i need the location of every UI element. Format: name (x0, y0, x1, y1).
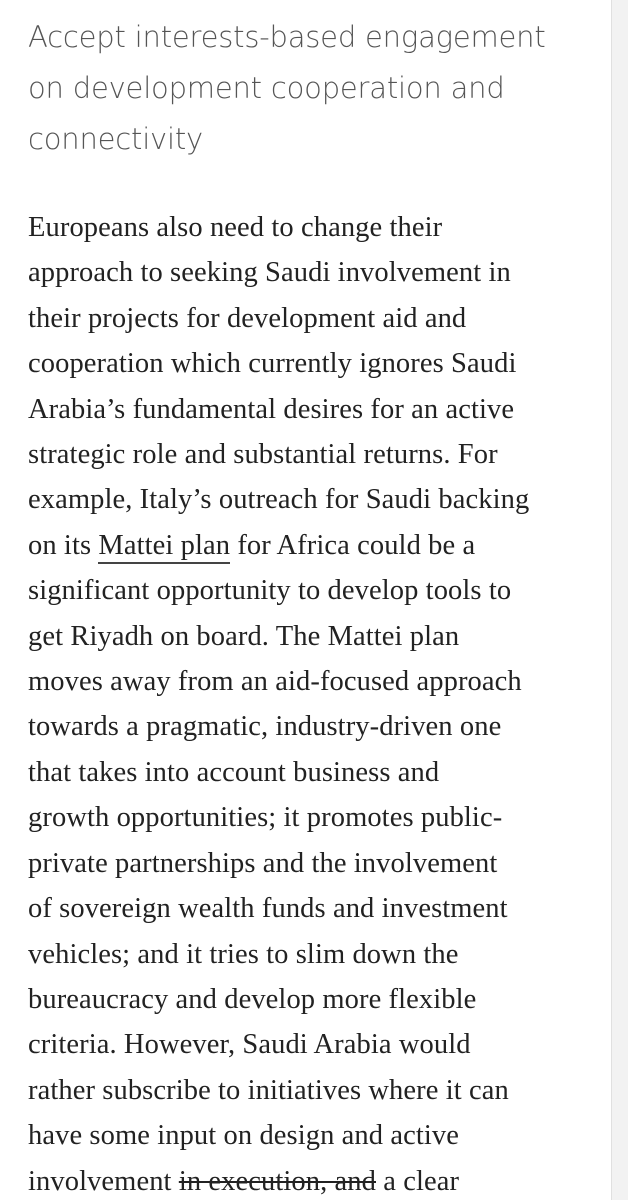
section-heading (28, 12, 608, 165)
text-line: cooperation which currently ignores Saudi (28, 348, 517, 380)
text-line: private partnerships and the involvement (28, 847, 498, 879)
text-line: criteria. However, Saudi Arabia would (28, 1029, 471, 1061)
text-line: vehicles; and it tries to slim down the (28, 938, 459, 970)
text-line: bureaucracy and develop more flexible (28, 983, 477, 1015)
text-line: example, Italy’s outreach for Saudi backing (28, 484, 530, 516)
article-body (28, 12, 608, 1204)
text-line: get Riyadh on board. The Mattei plan (28, 620, 460, 652)
text-line: Europeans also need to change their (28, 212, 443, 243)
heading-line: on development cooperation and (28, 71, 505, 105)
text-fragment: involvement (28, 1165, 179, 1197)
text-fragment: for Africa could be a (230, 529, 476, 561)
text-line: approach to seeking Saudi involvement in (28, 257, 511, 289)
text-fragment: on its (28, 529, 99, 561)
scrollbar-track[interactable] (611, 0, 628, 1200)
text-line (28, 1159, 608, 1204)
text-line: their projects for development aid and (28, 302, 467, 334)
text-line: significant opportunity to develop tools to (28, 575, 512, 607)
text-line: growth opportunities; it promotes public- (28, 802, 503, 834)
text-line: of sovereign wealth funds and investment (28, 893, 508, 925)
text-line: towards a pragmatic, industry-driven one (28, 711, 502, 743)
heading-line: connectivity (28, 122, 204, 156)
text-line: have some input on design and active (28, 1120, 459, 1152)
body-paragraph (28, 205, 608, 1204)
text-line: strategic role and substantial returns. For (28, 439, 498, 471)
text-line: that takes into account business and (28, 756, 440, 788)
execution-link[interactable]: in execution, and (178, 1165, 376, 1197)
heading-line: Accept interests-based engagement (28, 20, 546, 54)
text-fragment: a clear (376, 1165, 460, 1197)
text-line (28, 523, 608, 568)
mattei-plan-link[interactable]: Mattei plan (98, 530, 230, 564)
text-line: Arabia’s fundamental desires for an active (28, 393, 515, 425)
text-line: rather subscribe to initiatives where it can (28, 1074, 509, 1106)
text-line: moves away from an aid-focused approach (28, 666, 522, 698)
